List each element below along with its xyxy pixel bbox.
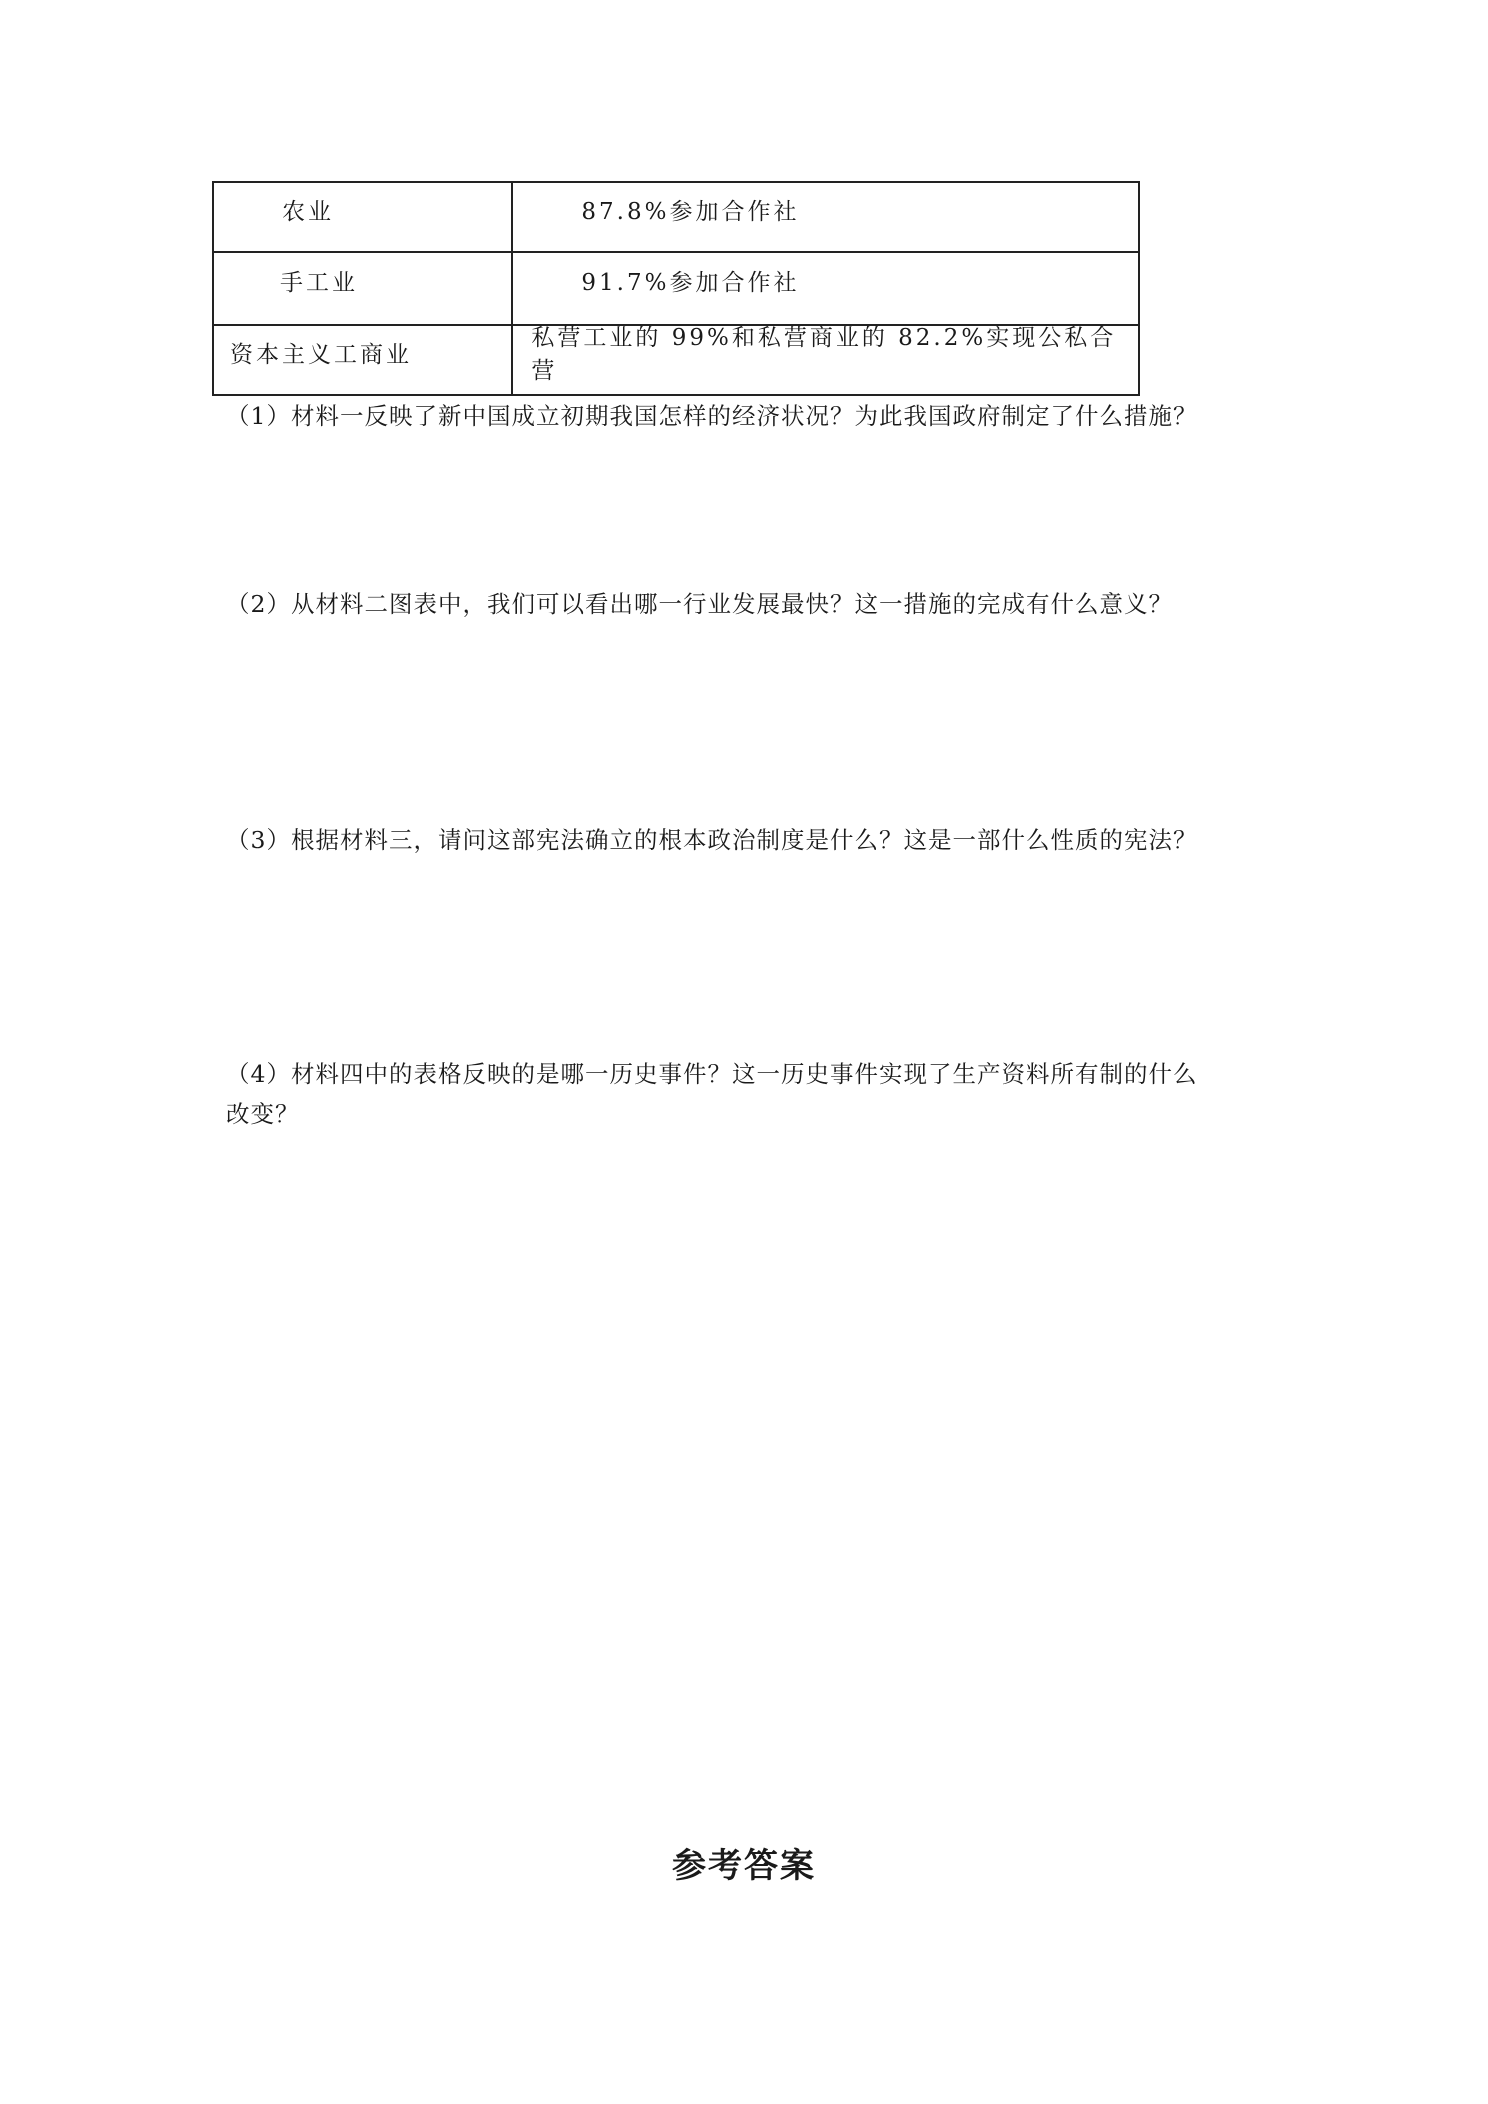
table-cell-value: 87.8%参加合作社	[512, 182, 1139, 252]
table-row-agriculture	[213, 182, 1139, 252]
question-4-line-1: （4）材料四中的表格反映的是哪一历史事件？这一历史事件实现了生产资料所有制的什么	[226, 1060, 1198, 1088]
question-4-line-2: 改变？	[226, 1100, 300, 1128]
table-row-handicraft	[213, 252, 1139, 325]
question-4	[226, 1054, 1276, 1134]
table-cell-category: 手工业	[213, 252, 512, 325]
table-cell-category: 农业	[213, 182, 512, 252]
table-cell-value: 91.7%参加合作社	[512, 252, 1139, 325]
table-cell-value: 私营工业的 99%和私营商业的 82.2%实现公私合营	[512, 325, 1139, 395]
question-3: （3）根据材料三，请问这部宪法确立的根本政治制度是什么？这是一部什么性质的宪法？	[226, 826, 1198, 854]
table-row-capitalist-industry-commerce	[213, 325, 1139, 395]
answer-heading: 参考答案	[672, 1846, 816, 1886]
socialist-transformation-table	[212, 181, 1140, 396]
question-1: （1）材料一反映了新中国成立初期我国怎样的经济状况？为此我国政府制定了什么措施？	[226, 402, 1198, 430]
table-cell-category: 资本主义工商业	[213, 325, 512, 395]
question-2: （2）从材料二图表中，我们可以看出哪一行业发展最快？这一措施的完成有什么意义？	[226, 590, 1173, 618]
